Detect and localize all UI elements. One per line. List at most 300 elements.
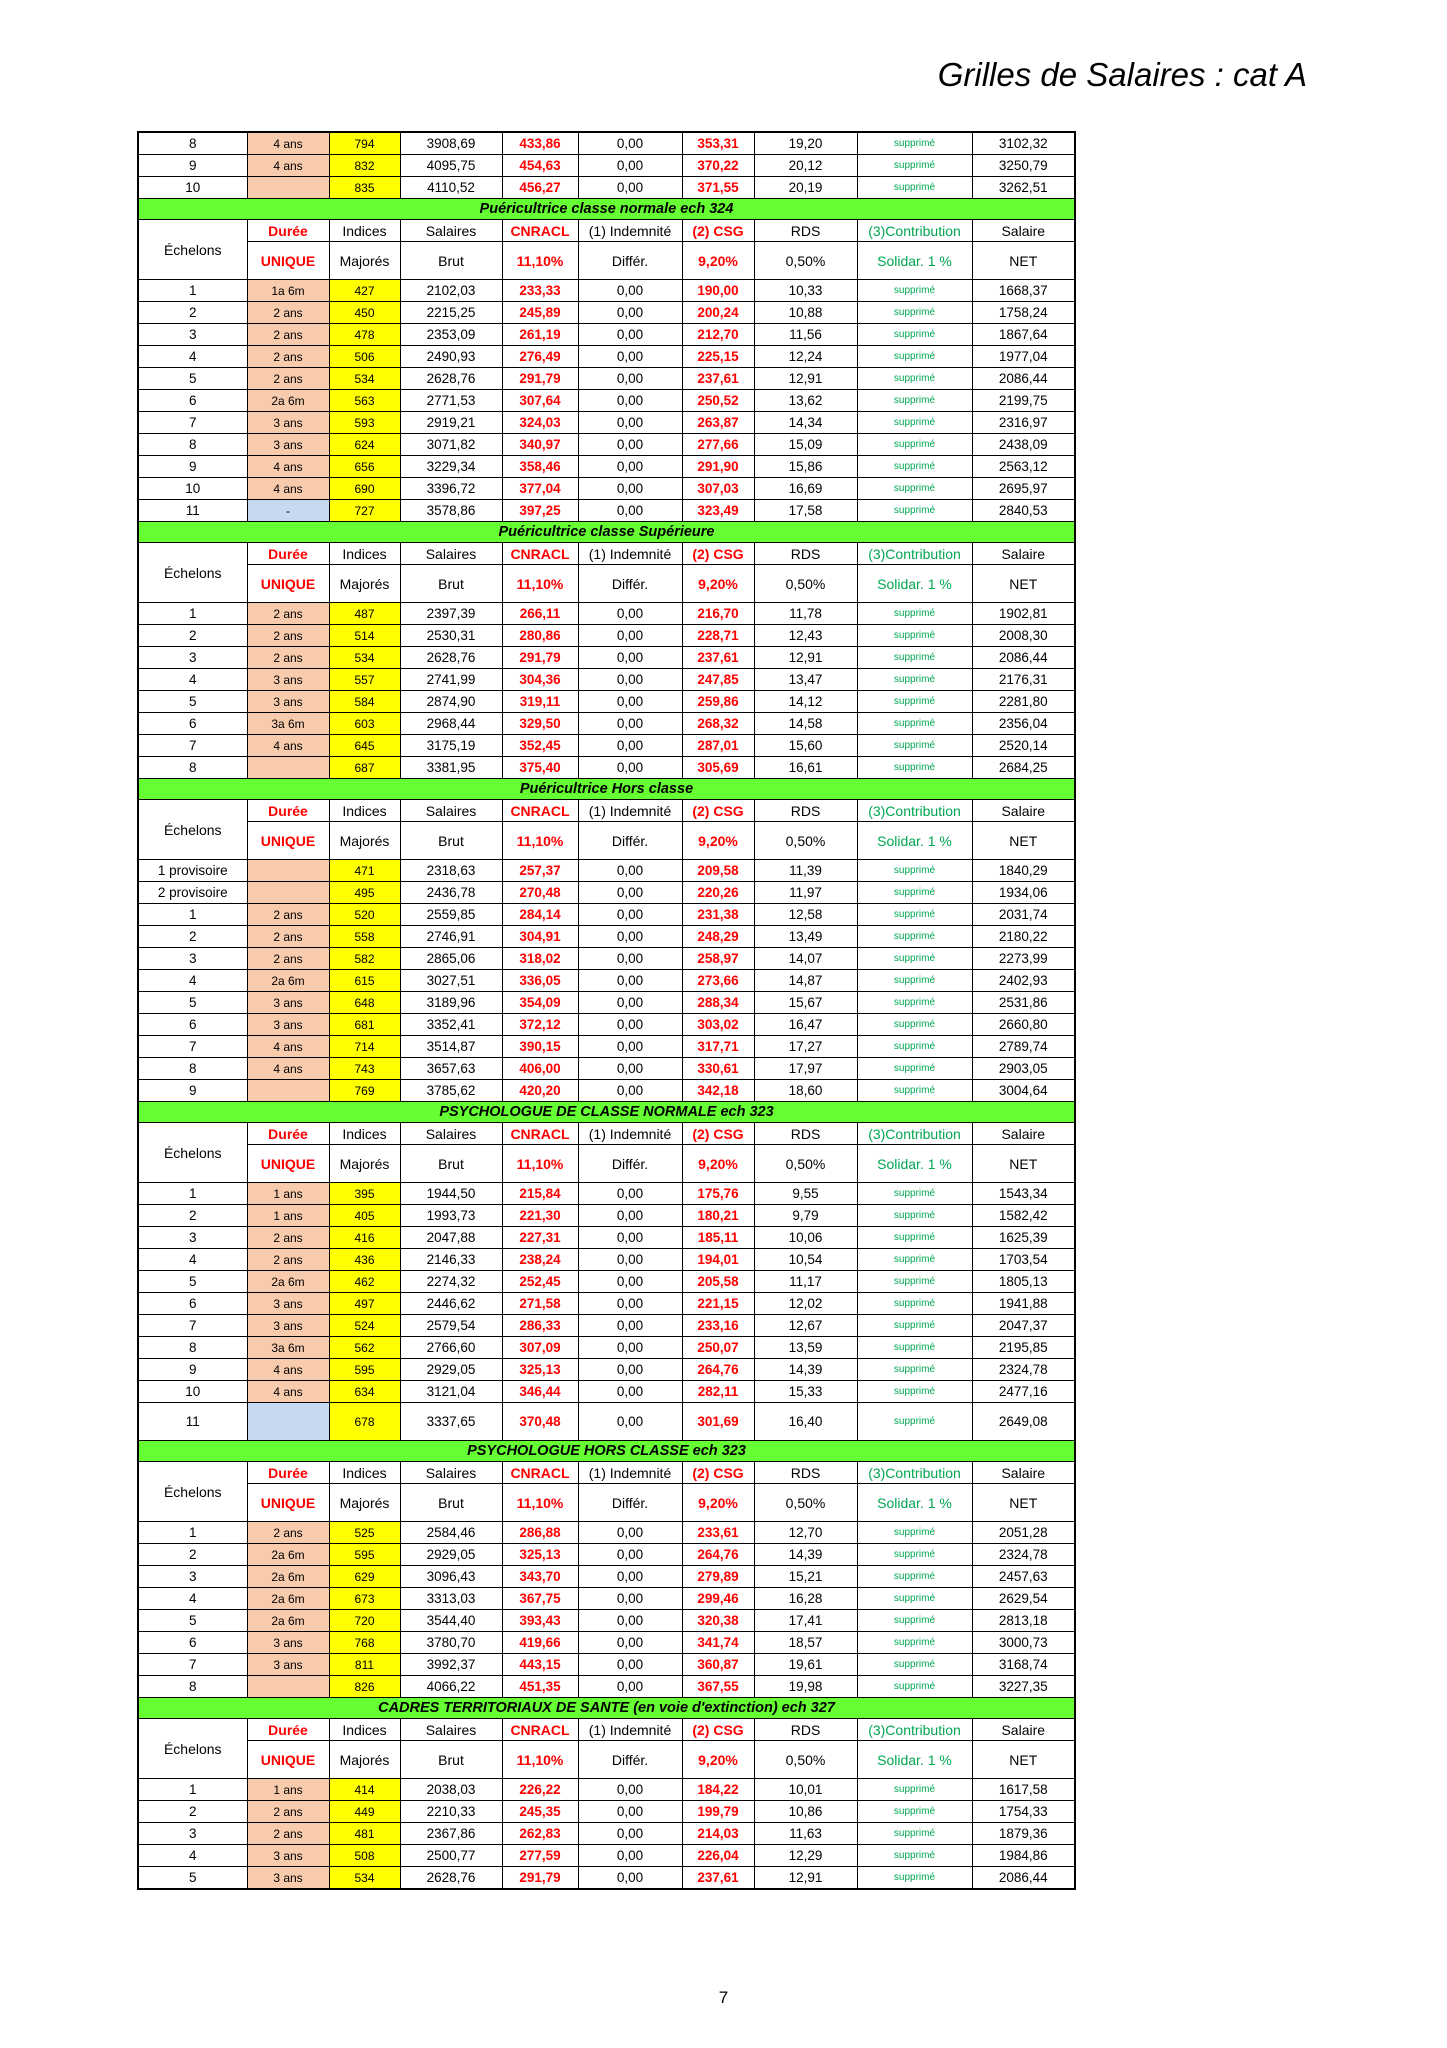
echelon-cell: 10 [138,177,247,199]
contribution-cell: supprimé [857,625,972,647]
echelon-cell: 9 [138,1080,247,1102]
indemnite-cell: 0,00 [578,1315,682,1337]
table-row [138,713,1075,735]
duree-cell: 3 ans [247,1632,329,1654]
indemnite-cell: 0,00 [578,713,682,735]
brut-cell: 2559,85 [400,904,502,926]
column-subheader: NET [972,565,1075,603]
net-cell: 2195,85 [972,1337,1075,1359]
brut-cell: 3027,51 [400,970,502,992]
column-header: Salaires [400,220,502,242]
cnracl-cell: 329,50 [502,713,578,735]
duree-cell: 4 ans [247,478,329,500]
column-header-row [138,1123,1075,1145]
duree-cell: - [247,500,329,522]
echelon-cell: 6 [138,1014,247,1036]
csg-cell: 247,85 [682,669,754,691]
cnracl-cell: 280,86 [502,625,578,647]
indemnite-cell: 0,00 [578,302,682,324]
net-cell: 1902,81 [972,603,1075,625]
indice-cell: 727 [329,500,400,522]
net-cell: 2199,75 [972,390,1075,412]
net-cell: 1754,33 [972,1801,1075,1823]
indice-cell: 508 [329,1845,400,1867]
csg-cell: 233,16 [682,1315,754,1337]
brut-cell: 2490,93 [400,346,502,368]
column-subheader: UNIQUE [247,242,329,280]
cnracl-cell: 286,88 [502,1522,578,1544]
net-cell: 2438,09 [972,434,1075,456]
table-row [138,1610,1075,1632]
echelon-cell: 5 [138,1271,247,1293]
table-row [138,669,1075,691]
indice-cell: 497 [329,1293,400,1315]
column-subheader: Différ. [578,565,682,603]
cnracl-cell: 286,33 [502,1315,578,1337]
duree-cell: 2 ans [247,904,329,926]
brut-cell: 3381,95 [400,757,502,779]
indice-cell: 681 [329,1014,400,1036]
echelon-cell: 10 [138,1381,247,1403]
net-cell: 1582,42 [972,1205,1075,1227]
echelon-cell: 2 [138,302,247,324]
indemnite-cell: 0,00 [578,904,682,926]
rds-cell: 16,69 [754,478,857,500]
indemnite-cell: 0,00 [578,1080,682,1102]
csg-cell: 323,49 [682,500,754,522]
table-row [138,434,1075,456]
indemnite-cell: 0,00 [578,155,682,177]
table-row [138,1544,1075,1566]
table-row [138,132,1075,155]
brut-cell: 2397,39 [400,603,502,625]
contribution-cell: supprimé [857,1588,972,1610]
echelon-cell: 8 [138,757,247,779]
column-subheader: Solidar. 1 % [857,565,972,603]
csg-cell: 231,38 [682,904,754,926]
column-subheader: 9,20% [682,822,754,860]
indice-cell: 584 [329,691,400,713]
column-subheader: NET [972,1741,1075,1779]
cnracl-cell: 393,43 [502,1610,578,1632]
column-subheader: Solidar. 1 % [857,822,972,860]
cnracl-cell: 324,03 [502,412,578,434]
column-subheader: 0,50% [754,1145,857,1183]
echelon-cell: 6 [138,713,247,735]
cnracl-cell: 245,89 [502,302,578,324]
csg-cell: 225,15 [682,346,754,368]
brut-cell: 4066,22 [400,1676,502,1698]
csg-cell: 277,66 [682,434,754,456]
net-cell: 3227,35 [972,1676,1075,1698]
table-row [138,970,1075,992]
indemnite-cell: 0,00 [578,757,682,779]
indemnite-cell: 0,00 [578,1337,682,1359]
cnracl-cell: 372,12 [502,1014,578,1036]
duree-cell: 1 ans [247,1205,329,1227]
echelon-cell: 9 [138,155,247,177]
cnracl-cell: 352,45 [502,735,578,757]
column-subheader: NET [972,822,1075,860]
table-row [138,1588,1075,1610]
csg-cell: 185,11 [682,1227,754,1249]
brut-cell: 2353,09 [400,324,502,346]
net-cell: 2477,16 [972,1381,1075,1403]
indemnite-cell: 0,00 [578,1381,682,1403]
brut-cell: 2929,05 [400,1359,502,1381]
net-cell: 2086,44 [972,368,1075,390]
column-subheader: Différ. [578,822,682,860]
csg-cell: 264,76 [682,1544,754,1566]
csg-cell: 175,76 [682,1183,754,1205]
cnracl-cell: 233,33 [502,280,578,302]
column-header: (1) Indemnité [578,543,682,565]
duree-cell: 4 ans [247,132,329,155]
brut-cell: 2210,33 [400,1801,502,1823]
cnracl-cell: 443,15 [502,1654,578,1676]
duree-cell: 2a 6m [247,1544,329,1566]
indemnite-cell: 0,00 [578,992,682,1014]
csg-cell: 317,71 [682,1036,754,1058]
column-subheader-row [138,1741,1075,1779]
csg-cell: 287,01 [682,735,754,757]
contribution-cell: supprimé [857,1036,972,1058]
csg-cell: 250,07 [682,1337,754,1359]
column-header: (1) Indemnité [578,1123,682,1145]
column-header: Salaires [400,1123,502,1145]
column-header-row [138,220,1075,242]
indemnite-cell: 0,00 [578,1588,682,1610]
brut-cell: 2741,99 [400,669,502,691]
column-subheader: 11,10% [502,822,578,860]
net-cell: 2086,44 [972,647,1075,669]
echelon-cell: 1 [138,1183,247,1205]
table-row [138,1359,1075,1381]
contribution-cell: supprimé [857,882,972,904]
csg-cell: 237,61 [682,647,754,669]
indice-cell: 436 [329,1249,400,1271]
cnracl-cell: 377,04 [502,478,578,500]
net-cell: 2629,54 [972,1588,1075,1610]
rds-cell: 19,20 [754,132,857,155]
contribution-cell: supprimé [857,757,972,779]
brut-cell: 4110,52 [400,177,502,199]
brut-cell: 3908,69 [400,132,502,155]
echelon-cell: 9 [138,456,247,478]
indemnite-cell: 0,00 [578,346,682,368]
indemnite-cell: 0,00 [578,669,682,691]
brut-cell: 2865,06 [400,948,502,970]
table-row [138,1183,1075,1205]
indemnite-cell: 0,00 [578,500,682,522]
cnracl-cell: 307,09 [502,1337,578,1359]
column-subheader: Brut [400,1145,502,1183]
rds-cell: 14,39 [754,1359,857,1381]
column-subheader: 11,10% [502,1741,578,1779]
net-cell: 2520,14 [972,735,1075,757]
rds-cell: 11,97 [754,882,857,904]
indemnite-cell: 0,00 [578,1654,682,1676]
rds-cell: 10,88 [754,302,857,324]
net-cell: 2813,18 [972,1610,1075,1632]
net-cell: 2324,78 [972,1544,1075,1566]
contribution-cell: supprimé [857,324,972,346]
brut-cell: 2771,53 [400,390,502,412]
echelon-cell: 6 [138,1293,247,1315]
table-row [138,155,1075,177]
net-cell: 2356,04 [972,713,1075,735]
indemnite-cell: 0,00 [578,177,682,199]
cnracl-cell: 325,13 [502,1359,578,1381]
csg-cell: 341,74 [682,1632,754,1654]
table-row [138,1632,1075,1654]
indice-cell: 495 [329,882,400,904]
column-header: (1) Indemnité [578,800,682,822]
section-title: CADRES TERRITORIAUX DE SANTE (en voie d'extinction) ech 327 [138,1698,1075,1719]
indice-cell: 449 [329,1801,400,1823]
duree-cell: 3 ans [247,1654,329,1676]
indice-cell: 534 [329,368,400,390]
cnracl-cell: 325,13 [502,1544,578,1566]
indemnite-cell: 0,00 [578,280,682,302]
column-subheader: 9,20% [682,242,754,280]
table-row [138,691,1075,713]
table-row [138,1205,1075,1227]
duree-cell: 2a 6m [247,1566,329,1588]
duree-cell: 2 ans [247,1823,329,1845]
echelon-cell: 4 [138,669,247,691]
contribution-cell: supprimé [857,478,972,500]
table-row [138,478,1075,500]
column-header: Salaire [972,1462,1075,1484]
brut-cell: 2146,33 [400,1249,502,1271]
echelon-cell: 9 [138,1359,247,1381]
indemnite-cell: 0,00 [578,456,682,478]
echelon-cell: 1 [138,280,247,302]
contribution-cell: supprimé [857,735,972,757]
indice-cell: 395 [329,1183,400,1205]
echelon-cell: 4 [138,346,247,368]
indice-cell: 826 [329,1676,400,1698]
column-header-row [138,1462,1075,1484]
brut-cell: 2968,44 [400,713,502,735]
table-row [138,1337,1075,1359]
table-row [138,1227,1075,1249]
brut-cell: 2929,05 [400,1544,502,1566]
rds-cell: 12,91 [754,647,857,669]
contribution-cell: supprimé [857,1867,972,1890]
duree-cell: 3 ans [247,1014,329,1036]
echelon-cell: 1 [138,904,247,926]
contribution-cell: supprimé [857,155,972,177]
cnracl-cell: 257,37 [502,860,578,882]
contribution-cell: supprimé [857,1632,972,1654]
cnracl-cell: 336,05 [502,970,578,992]
cnracl-cell: 451,35 [502,1676,578,1698]
column-subheader: 0,50% [754,822,857,860]
duree-cell: 2a 6m [247,970,329,992]
contribution-cell: supprimé [857,456,972,478]
cnracl-cell: 262,83 [502,1823,578,1845]
duree-cell: 3 ans [247,992,329,1014]
net-cell: 2051,28 [972,1522,1075,1544]
duree-cell: 3 ans [247,669,329,691]
contribution-cell: supprimé [857,1205,972,1227]
duree-cell: 2 ans [247,625,329,647]
duree-cell [247,1676,329,1698]
contribution-cell: supprimé [857,713,972,735]
csg-cell: 233,61 [682,1522,754,1544]
cnracl-cell: 406,00 [502,1058,578,1080]
echelon-cell: 11 [138,500,247,522]
indice-cell: 595 [329,1359,400,1381]
rds-cell: 9,55 [754,1183,857,1205]
column-header: Durée [247,1462,329,1484]
indemnite-cell: 0,00 [578,1271,682,1293]
contribution-cell: supprimé [857,1227,972,1249]
contribution-cell: supprimé [857,1823,972,1845]
csg-cell: 320,38 [682,1610,754,1632]
cnracl-cell: 270,48 [502,882,578,904]
rds-cell: 11,56 [754,324,857,346]
contribution-cell: supprimé [857,691,972,713]
table-row [138,1779,1075,1801]
rds-cell: 19,98 [754,1676,857,1698]
rds-cell: 12,02 [754,1293,857,1315]
indice-cell: 534 [329,647,400,669]
column-subheader: Majorés [329,1484,400,1522]
rds-cell: 11,78 [754,603,857,625]
table-row [138,1867,1075,1890]
brut-cell: 3578,86 [400,500,502,522]
column-subheader-row [138,1145,1075,1183]
brut-cell: 3071,82 [400,434,502,456]
contribution-cell: supprimé [857,992,972,1014]
echelon-cell: 4 [138,1845,247,1867]
column-header: (2) CSG [682,543,754,565]
indemnite-cell: 0,00 [578,1293,682,1315]
table-row [138,1654,1075,1676]
column-subheader-row [138,1484,1075,1522]
contribution-cell: supprimé [857,1337,972,1359]
indemnite-cell: 0,00 [578,1522,682,1544]
net-cell: 2531,86 [972,992,1075,1014]
brut-cell: 2628,76 [400,647,502,669]
csg-cell: 184,22 [682,1779,754,1801]
duree-cell: 2a 6m [247,1610,329,1632]
rds-cell: 12,24 [754,346,857,368]
contribution-cell: supprimé [857,1315,972,1337]
column-subheader: Brut [400,822,502,860]
rds-cell: 20,19 [754,177,857,199]
rds-cell: 19,61 [754,1654,857,1676]
rds-cell: 11,63 [754,1823,857,1845]
contribution-cell: supprimé [857,1271,972,1293]
cnracl-cell: 221,30 [502,1205,578,1227]
column-header: Salaire [972,800,1075,822]
net-cell: 2684,25 [972,757,1075,779]
rds-cell: 13,59 [754,1337,857,1359]
indice-cell: 534 [329,1867,400,1890]
section-title: Puéricultrice classe Supérieure [138,522,1075,543]
echelon-cell: 2 [138,1544,247,1566]
indemnite-cell: 0,00 [578,1867,682,1890]
echelons-header: Échelons [138,1719,247,1779]
brut-cell: 3992,37 [400,1654,502,1676]
echelon-cell: 5 [138,992,247,1014]
echelon-cell: 11 [138,1403,247,1441]
brut-cell: 3189,96 [400,992,502,1014]
contribution-cell: supprimé [857,434,972,456]
section-title: Puéricultrice Hors classe [138,779,1075,800]
duree-cell: 3 ans [247,434,329,456]
rds-cell: 16,28 [754,1588,857,1610]
rds-cell: 16,61 [754,757,857,779]
duree-cell: 2a 6m [247,1271,329,1293]
indice-cell: 514 [329,625,400,647]
indemnite-cell: 0,00 [578,926,682,948]
net-cell: 2457,63 [972,1566,1075,1588]
echelon-cell: 6 [138,1632,247,1654]
net-cell: 3004,64 [972,1080,1075,1102]
table-row [138,1058,1075,1080]
brut-cell: 3544,40 [400,1610,502,1632]
duree-cell: 2 ans [247,324,329,346]
rds-cell: 17,41 [754,1610,857,1632]
page-number: 7 [718,1988,729,2007]
indice-cell: 524 [329,1315,400,1337]
contribution-cell: supprimé [857,1249,972,1271]
net-cell: 2008,30 [972,625,1075,647]
csg-cell: 330,61 [682,1058,754,1080]
indice-cell: 624 [329,434,400,456]
net-cell: 2789,74 [972,1036,1075,1058]
column-subheader: 11,10% [502,565,578,603]
contribution-cell: supprimé [857,177,972,199]
duree-cell: 4 ans [247,456,329,478]
rds-cell: 20,12 [754,155,857,177]
cnracl-cell: 252,45 [502,1271,578,1293]
column-header: (2) CSG [682,800,754,822]
column-header-row [138,800,1075,822]
indemnite-cell: 0,00 [578,625,682,647]
brut-cell: 3096,43 [400,1566,502,1588]
duree-cell: 3 ans [247,412,329,434]
column-header: (3)Contribution [857,543,972,565]
net-cell: 2649,08 [972,1403,1075,1441]
table-row [138,1293,1075,1315]
echelon-cell: 1 [138,603,247,625]
contribution-cell: supprimé [857,368,972,390]
column-subheader: 0,50% [754,565,857,603]
contribution-cell: supprimé [857,390,972,412]
echelon-cell: 8 [138,132,247,155]
brut-cell: 2446,62 [400,1293,502,1315]
echelon-cell: 2 [138,926,247,948]
duree-cell: 3 ans [247,691,329,713]
cnracl-cell: 284,14 [502,904,578,926]
table-row [138,1315,1075,1337]
duree-cell: 2 ans [247,647,329,669]
indemnite-cell: 0,00 [578,1183,682,1205]
cnracl-cell: 343,70 [502,1566,578,1588]
indice-cell: 832 [329,155,400,177]
echelon-cell: 4 [138,1588,247,1610]
column-header: Salaire [972,1123,1075,1145]
indemnite-cell: 0,00 [578,1058,682,1080]
table-row [138,926,1075,948]
indice-cell: 769 [329,1080,400,1102]
